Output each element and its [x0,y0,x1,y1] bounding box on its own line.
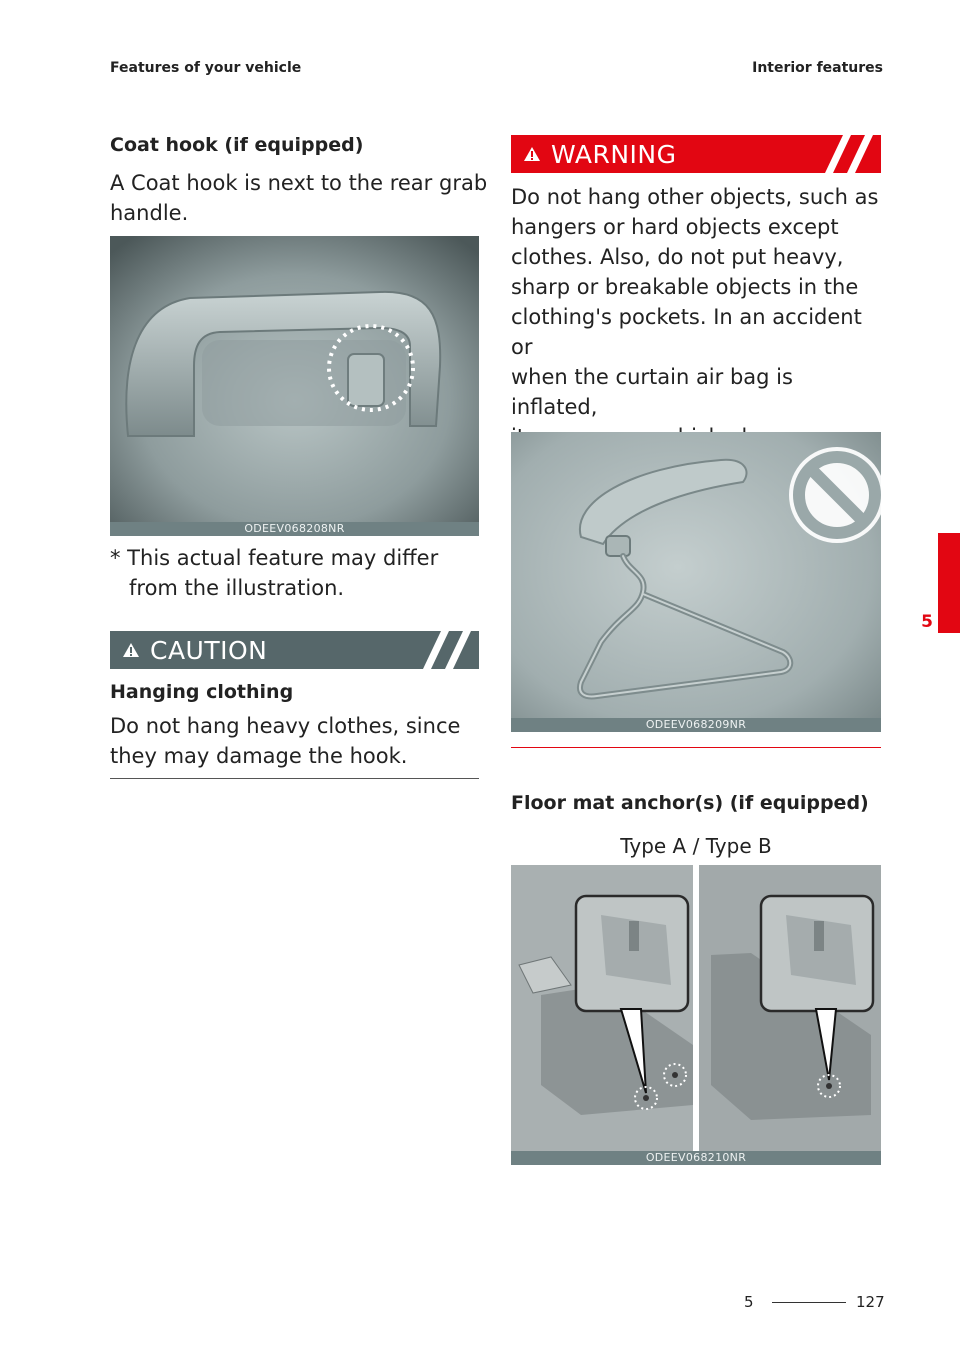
coat-hook-text-line1: A Coat hook is next to the rear grab [110,171,488,195]
caution-label: CAUTION [150,635,268,665]
caution-line2: they may damage the hook. [110,744,408,768]
warning-triangle-icon [523,146,541,162]
banner-stripes-icon [821,135,881,173]
coat-hook-text-line2: handle. [110,201,189,225]
warning-line: clothing's pockets. In an accident or [511,305,862,359]
running-header-chapter: Features of your vehicle [110,60,302,76]
caution-end-divider [110,778,479,779]
caution-line1: Do not hang heavy clothes, since [110,714,461,738]
warning-banner [511,135,881,173]
warning-line: hangers or hard objects except [511,215,839,239]
type-b-panel [699,865,881,1165]
figure-code: ODEEV068208NR [110,522,479,536]
coat-hook-heading: Coat hook (if equipped) [110,134,364,156]
warning-triangle-icon [122,642,140,658]
type-a-panel [511,865,693,1165]
hanger-on-grab-handle-image [511,432,881,732]
footer-rule [772,1302,846,1303]
floor-mat-heading: Floor mat anchor(s) (if equipped) [511,792,869,814]
warning-line: Do not hang other objects, such as [511,185,879,209]
footer-chapter-number: 5 [744,1293,754,1311]
banner-stripes-icon [419,631,479,669]
type-label: Type A / Type B [620,834,772,858]
grab-handle-with-hook-image [110,236,479,536]
figure-code: ODEEV068209NR [511,718,881,732]
warning-label: WARNING [551,139,677,169]
footer-page-number: 127 [856,1293,885,1311]
hanger-warning-illustration [511,432,881,732]
caution-subheading: Hanging clothing [110,681,294,703]
warning-line: sharp or breakable objects in the [511,275,859,299]
coat-hook-illustration [110,236,479,536]
figure-code: ODEEV068210NR [511,1151,881,1165]
footnote-line1: * This actual feature may differ [110,546,439,570]
caution-banner [110,631,479,669]
footnote-line2: from the illustration. [129,576,345,600]
warning-line: clothes. Also, do not put heavy, [511,245,844,269]
warning-line: when the curtain air bag is inflated, [511,365,793,419]
chapter-side-number: 5 [921,612,933,632]
chapter-side-tab [938,533,960,633]
floor-mat-anchors-image [511,865,881,1165]
floor-mat-anchor-illustration [511,865,881,1165]
warning-end-divider [511,747,881,748]
running-header-section: Interior features [752,60,883,76]
